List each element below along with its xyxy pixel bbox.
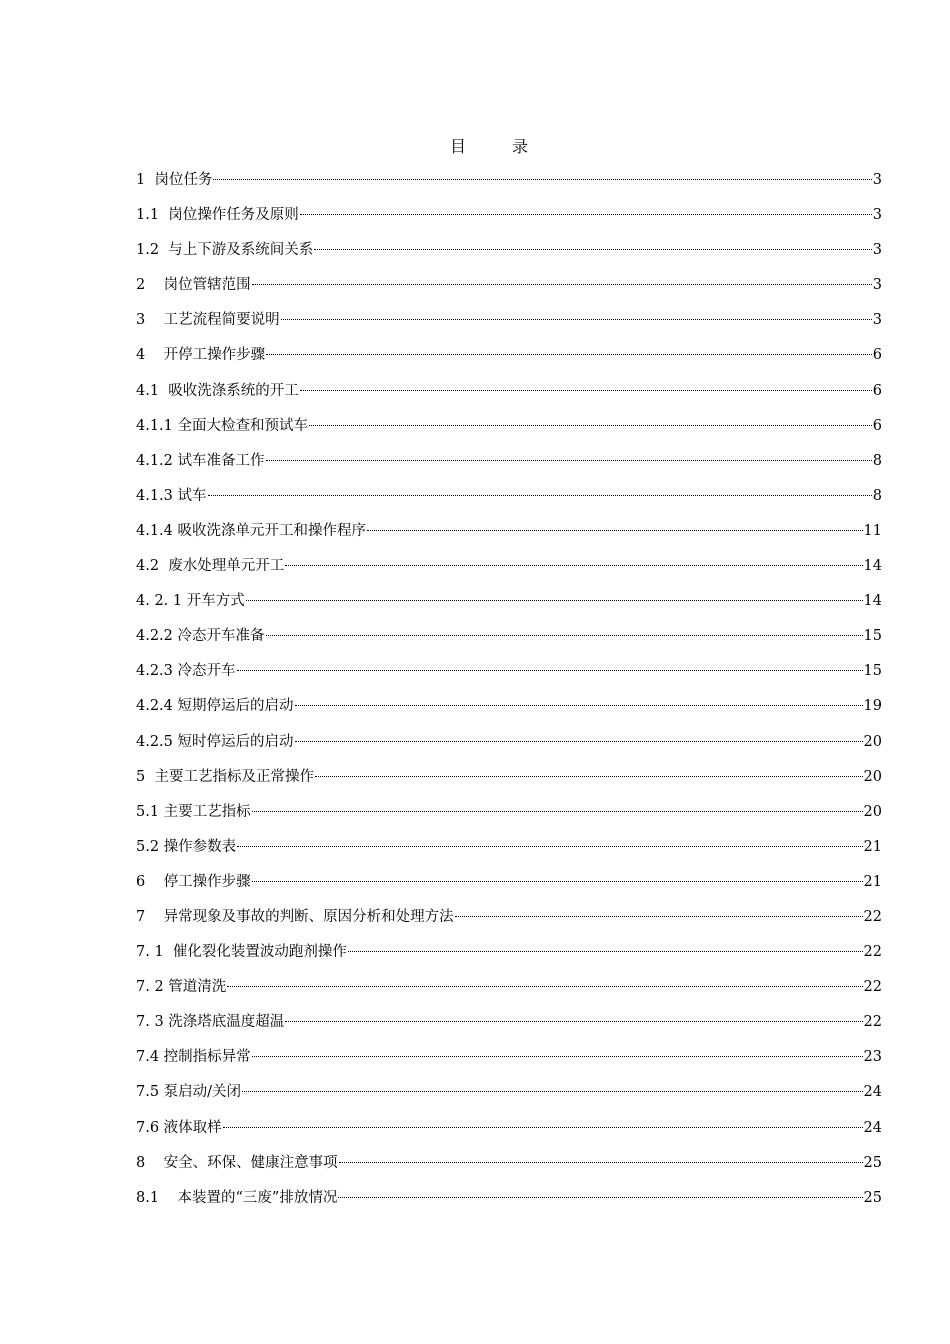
toc-entry[interactable] (136, 200, 882, 235)
toc-entry[interactable] (136, 270, 882, 305)
toc-entry-page-number: 20 (863, 768, 882, 785)
dot-leader (285, 1021, 862, 1022)
toc-entry-label: 4.2 废水处理单元开工 (136, 558, 285, 575)
dot-leader (314, 249, 871, 250)
toc-entry-page-number: 3 (872, 277, 882, 294)
toc-entry-label: 4.2.2 冷态开车准备 (136, 628, 265, 645)
toc-entry-page-number: 14 (863, 593, 882, 610)
dot-leader (295, 741, 863, 742)
toc-title (0, 134, 950, 157)
toc-entry-label: 4.2.3 冷态开车 (136, 663, 236, 680)
toc-entry-label: 3 工艺流程简要说明 (136, 312, 280, 329)
dot-leader (315, 776, 863, 777)
toc-entry-label: 4.2.5 短时停运后的启动 (136, 733, 294, 750)
toc-entry[interactable] (136, 305, 882, 340)
dot-leader (223, 1127, 863, 1128)
toc-entry[interactable] (136, 1007, 882, 1042)
dot-leader (266, 635, 863, 636)
dot-leader (309, 425, 872, 426)
toc-entry[interactable] (136, 340, 882, 375)
dot-leader (295, 705, 863, 706)
dot-leader (285, 565, 862, 566)
dot-leader (242, 1091, 862, 1092)
toc-entry-page-number: 14 (863, 558, 882, 575)
dot-leader (213, 179, 871, 180)
toc-entry[interactable] (136, 867, 882, 902)
toc-entry-page-number: 6 (872, 347, 882, 364)
toc-entry-page-number: 15 (863, 628, 882, 645)
toc-entry-label: 7. 2 管道清洗 (136, 979, 227, 996)
dot-leader (266, 354, 872, 355)
toc-entry-label: 4.1.1 全面大检查和预试车 (136, 417, 309, 434)
toc-entry-page-number: 6 (872, 382, 882, 399)
toc-entry[interactable] (136, 1148, 882, 1183)
toc-entry-label: 1.1 岗位操作任务及原则 (136, 207, 299, 224)
toc-entry-label: 4 开停工操作步骤 (136, 347, 266, 364)
toc-entry-page-number: 11 (863, 522, 882, 539)
toc-entry-page-number: 20 (863, 803, 882, 820)
toc-entry-label: 1.2 与上下游及系统间关系 (136, 242, 314, 259)
dot-leader (237, 846, 862, 847)
toc-title-left: 目 (449, 137, 468, 156)
toc-entry-label: 8 安全、环保、健康注意事项 (136, 1154, 338, 1171)
toc-entry-page-number: 24 (863, 1084, 882, 1101)
toc-entry-page-number: 20 (863, 733, 882, 750)
toc-entry-page-number: 19 (863, 698, 882, 715)
toc-entry-label: 7.4 控制指标异常 (136, 1049, 251, 1066)
toc-entry-page-number: 6 (872, 417, 882, 434)
toc-entry-page-number: 21 (863, 873, 882, 890)
toc-entry-label: 4.2.4 短期停运后的启动 (136, 698, 294, 715)
toc-entry[interactable] (136, 691, 882, 726)
toc-entry-label: 8.1 本装置的“三废”排放情况 (136, 1189, 338, 1206)
toc-entry[interactable] (136, 446, 882, 481)
dot-leader (281, 319, 872, 320)
toc-entry-page-number: 22 (863, 908, 882, 925)
dot-leader (252, 284, 872, 285)
table-of-contents (136, 165, 882, 1218)
dot-leader (300, 390, 872, 391)
dot-leader (367, 530, 863, 531)
toc-entry[interactable] (136, 832, 882, 867)
toc-entry[interactable] (136, 621, 882, 656)
toc-entry[interactable] (136, 165, 882, 200)
toc-entry[interactable] (136, 656, 882, 691)
toc-entry-page-number: 3 (872, 312, 882, 329)
toc-entry[interactable] (136, 516, 882, 551)
toc-entry-label: 7.5 泵启动/关闭 (136, 1084, 242, 1101)
dot-leader (266, 460, 872, 461)
dot-leader (237, 670, 863, 671)
toc-entry-page-number: 25 (863, 1154, 882, 1171)
dot-leader (252, 1056, 863, 1057)
dot-leader (227, 986, 862, 987)
toc-entry-label: 4.1.4 吸收洗涤单元开工和操作程序 (136, 522, 367, 539)
toc-entry-page-number: 22 (863, 979, 882, 996)
toc-entry-label: 6 停工操作步骤 (136, 873, 251, 890)
toc-entry-label: 4. 2. 1 开车方式 (136, 593, 245, 610)
toc-entry-page-number: 25 (863, 1189, 882, 1206)
toc-entry[interactable] (136, 1077, 882, 1112)
toc-entry[interactable] (136, 1042, 882, 1077)
dot-leader (246, 600, 863, 601)
toc-entry[interactable] (136, 727, 882, 762)
toc-entry-page-number: 24 (863, 1119, 882, 1136)
toc-entry-page-number: 3 (872, 207, 882, 224)
toc-entry[interactable] (136, 481, 882, 516)
toc-entry-page-number: 22 (863, 1014, 882, 1031)
toc-entry[interactable] (136, 972, 882, 1007)
toc-entry-page-number: 3 (872, 242, 882, 259)
toc-entry-page-number: 3 (872, 172, 882, 188)
dot-leader (455, 916, 863, 917)
toc-entry-label: 7. 3 洗涤塔底温度超温 (136, 1014, 285, 1031)
toc-entry[interactable] (136, 586, 882, 621)
dot-leader (208, 495, 872, 496)
toc-entry[interactable] (136, 1183, 882, 1218)
dot-leader (300, 214, 872, 215)
dot-leader (252, 881, 863, 882)
toc-entry[interactable] (136, 235, 882, 270)
toc-entry-label: 4.1 吸收洗涤系统的开工 (136, 382, 299, 399)
toc-entry-label: 7.6 液体取样 (136, 1119, 222, 1136)
dot-leader (348, 951, 863, 952)
toc-entry-page-number: 15 (863, 663, 882, 680)
dot-leader (339, 1162, 863, 1163)
toc-entry-page-number: 8 (872, 452, 882, 469)
toc-entry-label: 5.2 操作参数表 (136, 838, 237, 855)
toc-entry-label: 4.1.2 试车准备工作 (136, 452, 265, 469)
toc-title-right: 录 (512, 137, 531, 156)
dot-leader (252, 811, 863, 812)
toc-entry[interactable] (136, 411, 882, 446)
toc-entry-page-number: 21 (863, 838, 882, 855)
toc-entry-label: 5.1 主要工艺指标 (136, 803, 251, 820)
toc-entry-label: 4.1.3 试车 (136, 487, 207, 504)
toc-entry-label: 5 主要工艺指标及正常操作 (136, 768, 314, 785)
toc-entry-label: 7 异常现象及事故的判断、原因分析和处理方法 (136, 908, 454, 925)
toc-entry[interactable] (136, 551, 882, 586)
toc-entry-label: 2 岗位管辖范围 (136, 277, 251, 294)
toc-entry[interactable] (136, 797, 882, 832)
toc-entry-page-number: 8 (872, 487, 882, 504)
toc-entry-label: 7. 1 催化裂化装置波动跑剂操作 (136, 944, 347, 961)
toc-entry[interactable] (136, 1113, 882, 1148)
toc-entry[interactable] (136, 376, 882, 411)
toc-entry-page-number: 22 (863, 944, 882, 961)
toc-entry[interactable] (136, 762, 882, 797)
toc-entry[interactable] (136, 937, 882, 972)
toc-entry[interactable] (136, 902, 882, 937)
dot-leader (338, 1197, 862, 1198)
toc-entry-label: 1 岗位任务 (136, 172, 213, 188)
toc-entry-page-number: 23 (863, 1049, 882, 1066)
